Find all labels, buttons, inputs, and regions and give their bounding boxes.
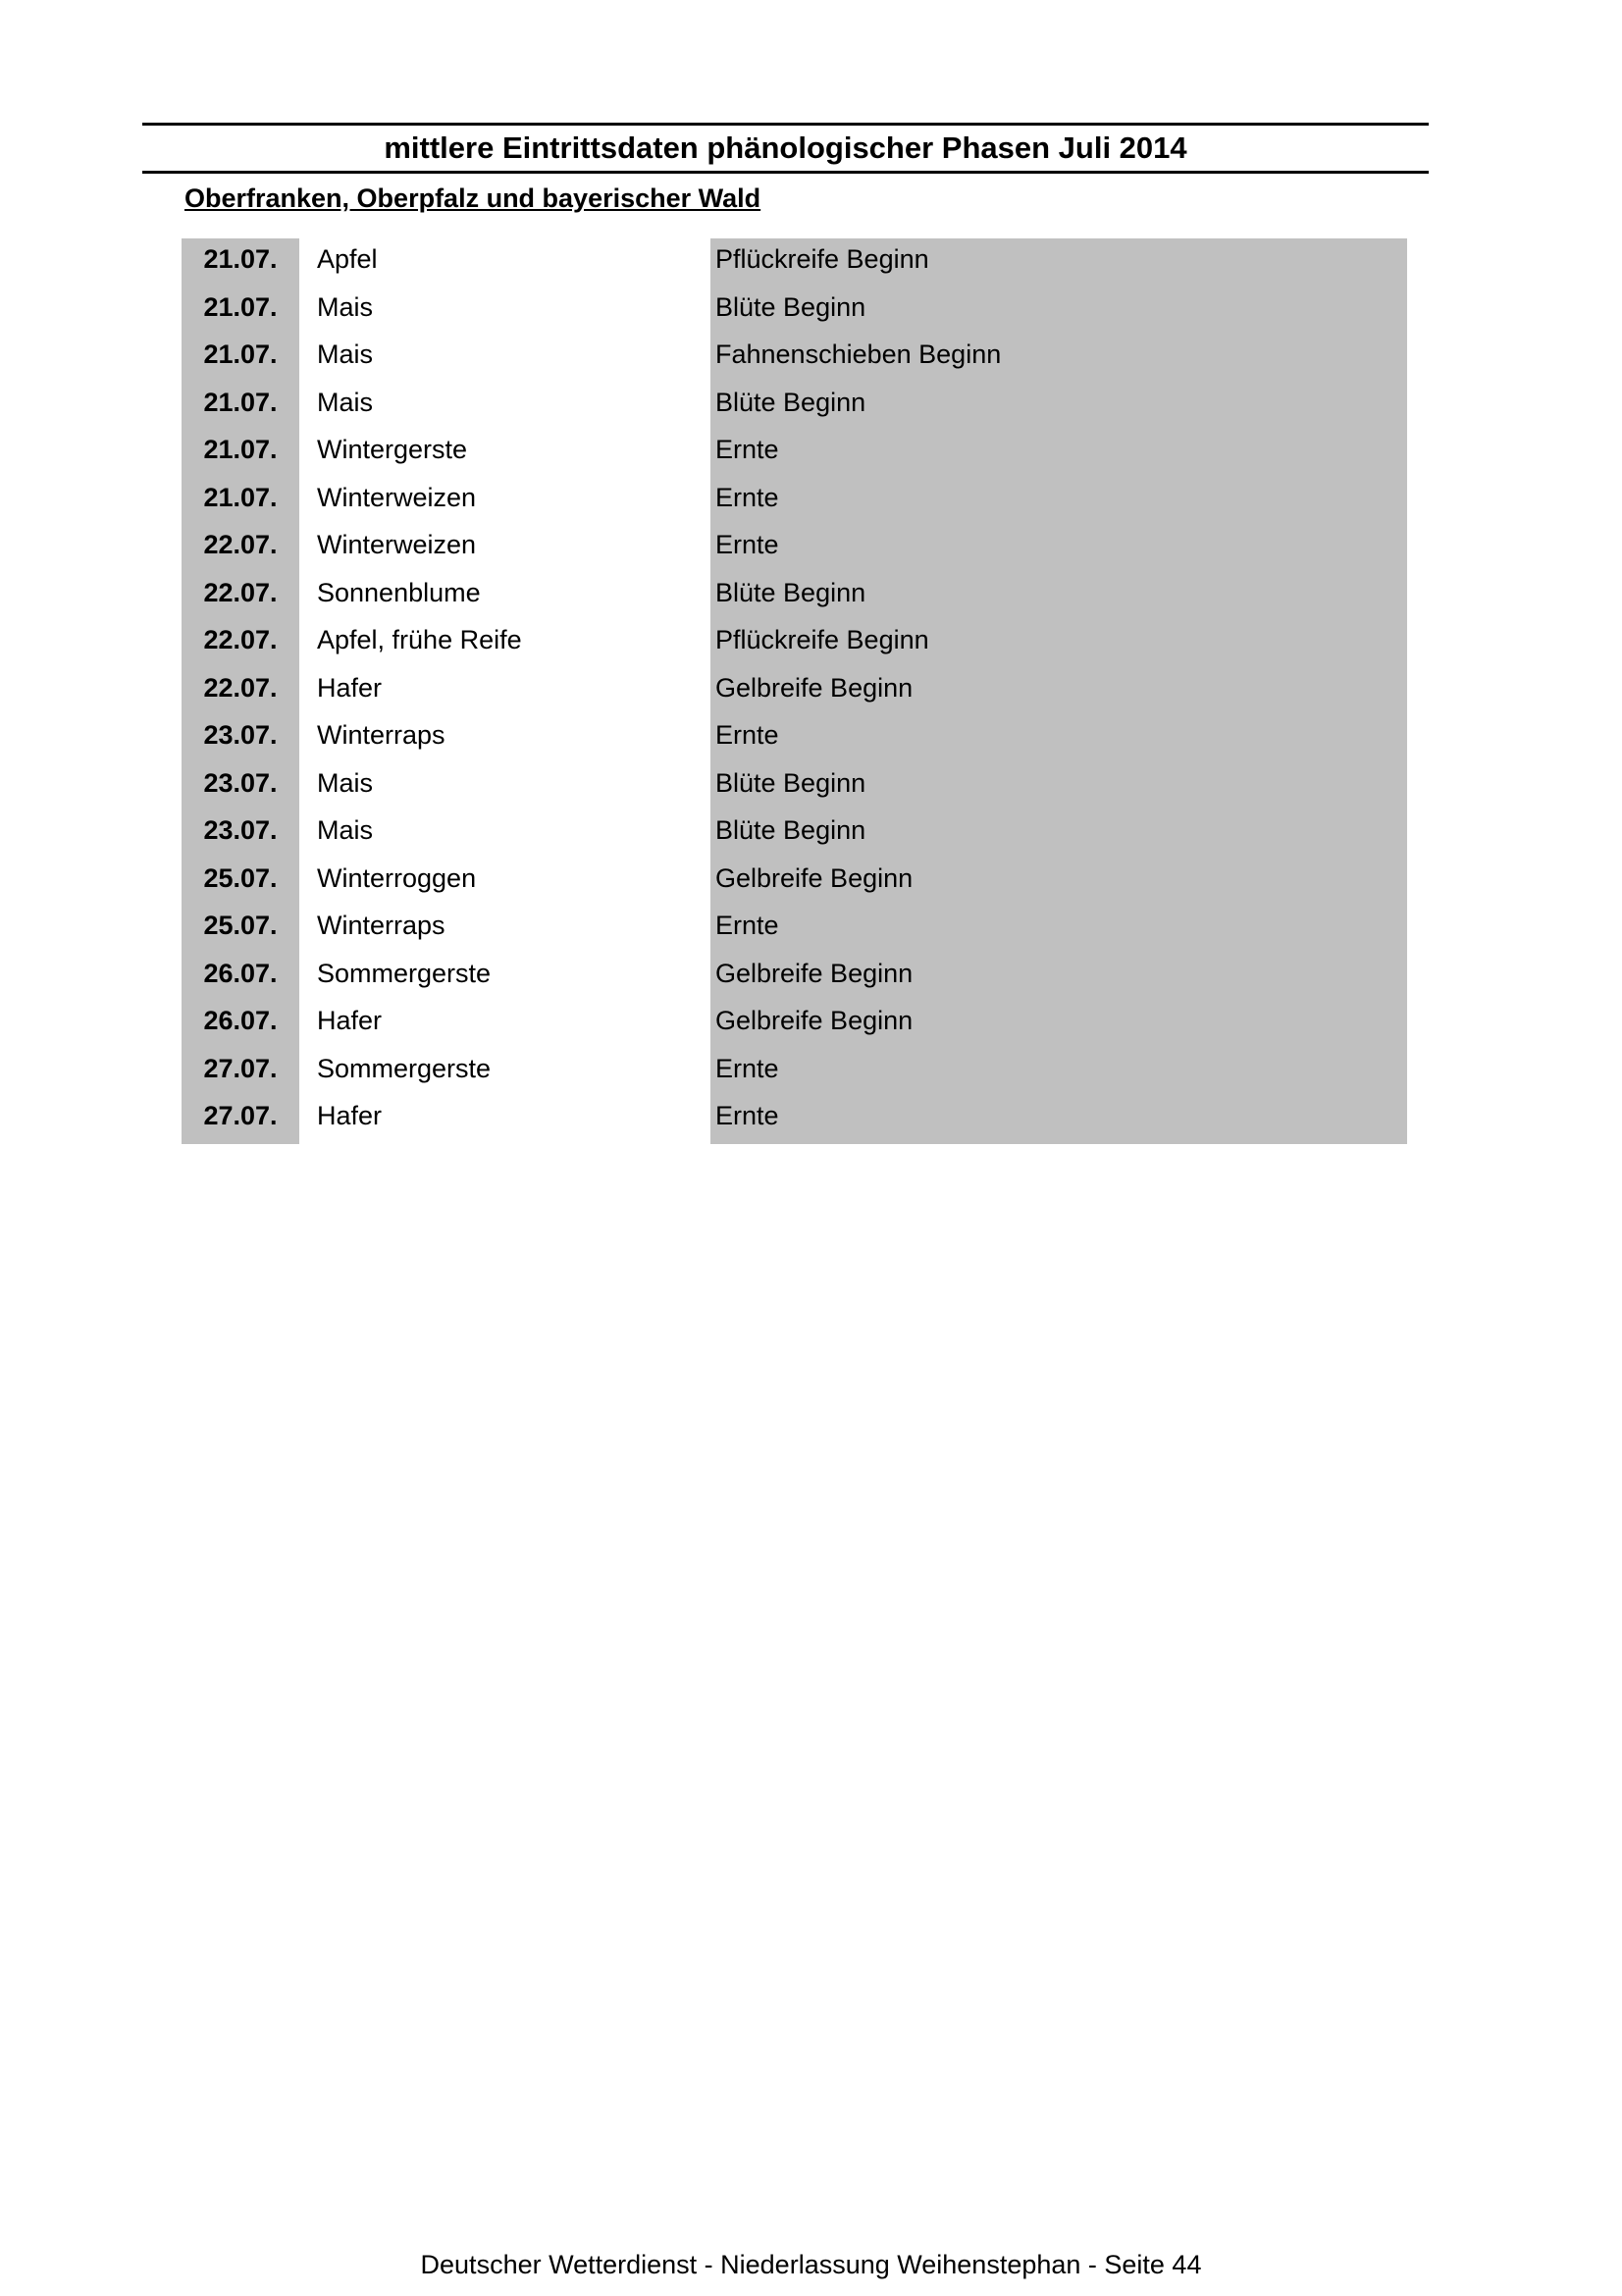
- phenology-table: [182, 238, 1407, 1143]
- plant-cell: Winterweizen: [317, 482, 477, 512]
- phase-cell: Gelbreife Beginn: [715, 958, 914, 988]
- date-cell: 26.07.: [203, 958, 278, 988]
- plant-cell: Apfel, frühe Reife: [317, 625, 522, 654]
- table-row: [182, 429, 1407, 477]
- phase-cell: Blüte Beginn: [715, 291, 866, 322]
- table-row: [182, 287, 1407, 335]
- phase-cell: Gelbreife Beginn: [715, 1006, 914, 1035]
- date-cell: 21.07.: [203, 339, 278, 369]
- phase-cell: Gelbreife Beginn: [715, 862, 914, 893]
- phase-cell: Blüte Beginn: [715, 577, 866, 607]
- date-cell: 23.07.: [203, 815, 278, 845]
- table-row: [182, 477, 1407, 525]
- phase-cell: Ernte: [715, 482, 779, 512]
- date-cell: 22.07.: [203, 672, 278, 703]
- plant-cell: Winterraps: [317, 911, 445, 940]
- plant-cell: Hafer: [317, 1006, 383, 1035]
- region-heading: Oberfranken, Oberpfalz und bayerischer Wald: [184, 183, 761, 213]
- plant-cell: Apfel: [317, 244, 378, 274]
- phase-cell: Ernte: [715, 1053, 779, 1083]
- table-row: [182, 762, 1407, 810]
- table-row: [182, 1000, 1407, 1048]
- date-cell: 21.07.: [203, 387, 278, 417]
- date-cell: 22.07.: [203, 577, 278, 607]
- phase-cell: Ernte: [715, 435, 779, 464]
- date-cell: 27.07.: [203, 1053, 278, 1083]
- date-cell: 22.07.: [203, 625, 278, 654]
- table-row: [182, 858, 1407, 906]
- date-cell: 21.07.: [203, 291, 278, 322]
- plant-cell: Winterroggen: [317, 862, 477, 893]
- plant-cell: Sonnenblume: [317, 577, 481, 607]
- plant-cell: Hafer: [317, 672, 383, 703]
- page-footer: Deutscher Wetterdienst - Niederlassung Weihenstephan - Seite 44: [420, 2250, 1202, 2279]
- table-row: [182, 572, 1407, 620]
- plant-cell: Hafer: [317, 1101, 383, 1130]
- page-title: mittlere Eintrittsdaten phänologischer Phasen Juli 2014: [384, 130, 1187, 165]
- plant-cell: Mais: [317, 387, 374, 417]
- phase-cell: Blüte Beginn: [715, 387, 866, 417]
- phase-cell: Ernte: [715, 911, 779, 940]
- title-top-rule: [142, 123, 1429, 126]
- plant-cell: Wintergerste: [317, 435, 468, 464]
- table-row: [182, 667, 1407, 715]
- date-cell: 26.07.: [203, 1006, 278, 1035]
- table-row: [182, 524, 1407, 572]
- date-cell: 23.07.: [203, 720, 278, 750]
- date-cell: 21.07.: [203, 435, 278, 464]
- table-row: [182, 238, 1407, 287]
- table-row: [182, 953, 1407, 1001]
- plant-cell: Winterweizen: [317, 530, 477, 559]
- phase-cell: Gelbreife Beginn: [715, 672, 914, 703]
- phase-cell: Ernte: [715, 530, 779, 559]
- plant-cell: Sommergerste: [317, 958, 492, 988]
- table-row: [182, 1048, 1407, 1096]
- plant-cell: Mais: [317, 339, 374, 369]
- table-row: [182, 905, 1407, 953]
- table-row: [182, 619, 1407, 667]
- phase-cell: Fahnenschieben Beginn: [715, 339, 1002, 369]
- title-bottom-rule: [142, 171, 1429, 174]
- plant-cell: Mais: [317, 767, 374, 798]
- table-row: [182, 334, 1407, 382]
- phase-cell: Pflückreife Beginn: [715, 244, 929, 274]
- date-cell: 25.07.: [203, 911, 278, 940]
- table-row: [182, 714, 1407, 762]
- table-row: [182, 809, 1407, 858]
- date-cell: 23.07.: [203, 767, 278, 798]
- date-cell: 25.07.: [203, 862, 278, 893]
- date-cell: 27.07.: [203, 1101, 278, 1130]
- plant-cell: Winterraps: [317, 720, 445, 750]
- phase-cell: Blüte Beginn: [715, 815, 866, 845]
- plant-cell: Mais: [317, 815, 374, 845]
- phase-cell: Blüte Beginn: [715, 767, 866, 798]
- plant-cell: Sommergerste: [317, 1053, 492, 1083]
- phase-cell: Ernte: [715, 720, 779, 750]
- table-row: [182, 1095, 1407, 1143]
- phase-cell: Ernte: [715, 1101, 779, 1130]
- phase-cell: Pflückreife Beginn: [715, 625, 929, 654]
- plant-cell: Mais: [317, 291, 374, 322]
- date-cell: 22.07.: [203, 530, 278, 559]
- table-row: [182, 382, 1407, 430]
- date-cell: 21.07.: [203, 482, 278, 512]
- date-cell: 21.07.: [203, 244, 278, 274]
